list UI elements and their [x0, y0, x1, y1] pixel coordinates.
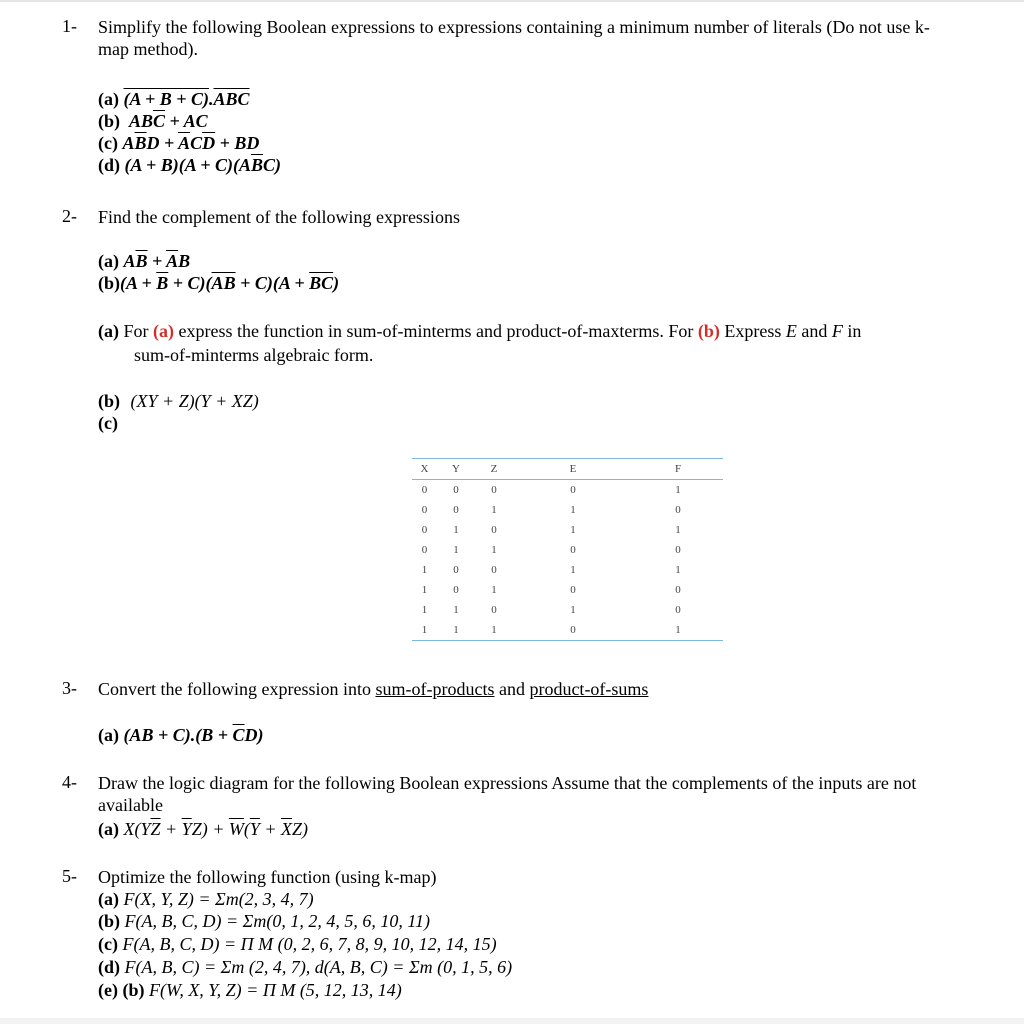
col-f: F — [633, 459, 723, 480]
question-text: Optimize the following function (using k-map) — [98, 867, 437, 887]
expr: (A + B + C) — [123, 89, 210, 109]
q5-item-c: (c) F(A, B, C, D) = Π M (0, 2, 6, 7, 8, 9, 10, 12, 14, 15) — [98, 934, 497, 954]
col-e: E — [513, 459, 633, 480]
question-number: 1- — [62, 16, 77, 36]
table-row: 0 1 1 0 0 — [421, 544, 681, 556]
table-row: 0 1 0 1 1 — [421, 524, 681, 536]
question-text: Simplify the following Boolean expressions to expressions containing a minimum number of literals (Do not use k-map method). — [98, 17, 930, 59]
q2-item-b: $(b)(A + \overline{B} + C)(\overline{A}\overline{B} + C)(A + \overline{BC})$ — [98, 273, 340, 293]
top-border — [0, 0, 1024, 2]
q1-item-c: (c) $A\overline{B}D + \overline{A}C\overline{D}$ + BD — [98, 133, 260, 153]
q2-sub-b: (b) (XY + Z)(Y + XZ) — [98, 391, 259, 411]
table-row: 0 0 0 0 1 — [421, 484, 681, 496]
col-z: Z — [475, 459, 513, 480]
table-row: 1 1 1 0 1 — [412, 620, 723, 641]
q5-item-a: (a) F(X, Y, Z) = Σm(2, 3, 4, 7) — [98, 889, 314, 909]
expr: $X(Y\overline{Z} + \overline{Y}Z) + \overline{W}(\overline{Y} + \overline{X}Z)$ — [123, 819, 309, 839]
expr: $(A + B)(A + C)(A\overline{B}C)$ — [124, 155, 282, 175]
expr: $AB\overline{C}$ + AC — [124, 111, 208, 131]
table-row: 1 0 1 0 0 — [421, 584, 681, 596]
table-row: 1 1 0 1 0 — [421, 604, 681, 616]
q1-item-a: (a) $(A + B + C).\overline{ABC}$ — [98, 89, 250, 109]
col-x: X — [412, 459, 437, 480]
question-number: 2- — [62, 206, 77, 226]
expr: $A\overline{B} + \overline{A}B$ — [123, 251, 191, 271]
table-row: 1 0 0 1 1 — [421, 564, 681, 576]
bottom-edge — [0, 1018, 1024, 1024]
question-number: 5- — [62, 866, 77, 886]
expr: $(A + \overline{B} + C)(\overline{A}\overline{B} + C)(A + \overline{BC})$ — [120, 273, 340, 293]
q2-note: (a) For (a) express the function in sum-of-minterms and product-of-maxterms. For (b) Express E and F in — [98, 321, 862, 341]
truth-table — [412, 458, 723, 641]
question-number: 4- — [62, 772, 77, 792]
q3-item-a: (a) $(AB + C).(B + \overline{C}D)$ — [98, 725, 264, 745]
col-y: Y — [437, 459, 475, 480]
q2-sub-c: (c) — [98, 413, 118, 433]
question-text: Draw the logic diagram for the following Boolean expressions Assume that the complements of the inputs are not available — [98, 773, 917, 815]
q5-item-b: (b) F(A, B, C, D) = Σm(0, 1, 2, 4, 5, 6, 10, 11) — [98, 911, 430, 931]
q5-item-e: (e) (b) F(W, X, Y, Z) = Π M (5, 12, 13, 14) — [98, 980, 402, 1000]
q1-item-b: (b) $AB\overline{C}$ + AC — [98, 111, 208, 131]
question-number: 3- — [62, 678, 77, 698]
question-text: Convert the following expression into sum-of-products and product-of-sums — [98, 679, 649, 699]
expr: $A\overline{B}D + \overline{A}C\overline{D}$ + BD — [122, 133, 260, 153]
question-text: Find the complement of the following expressions — [98, 207, 460, 227]
q1-item-d: (d) $(A + B)(A + C)(A\overline{B}C)$ — [98, 155, 282, 175]
q4-item-a: (a) $X(Y\overline{Z} + \overline{Y}Z) + \overline{W}(\overline{Y} + \overline{X}Z)$ — [98, 819, 309, 839]
table-row: 0 0 1 1 0 — [421, 504, 681, 516]
q5-item-d: (d) F(A, B, C) = Σm (2, 4, 7), d(A, B, C) = Σm (0, 1, 5, 6) — [98, 957, 513, 977]
q2-note-line2: sum-of-minterms algebraic form. — [134, 345, 374, 365]
q2-item-a: (a) $A\overline{B} + \overline{A}B$ — [98, 251, 191, 271]
truth-table-header — [412, 459, 723, 480]
expr: $(AB + C).(B + \overline{C}D)$ — [123, 725, 264, 745]
